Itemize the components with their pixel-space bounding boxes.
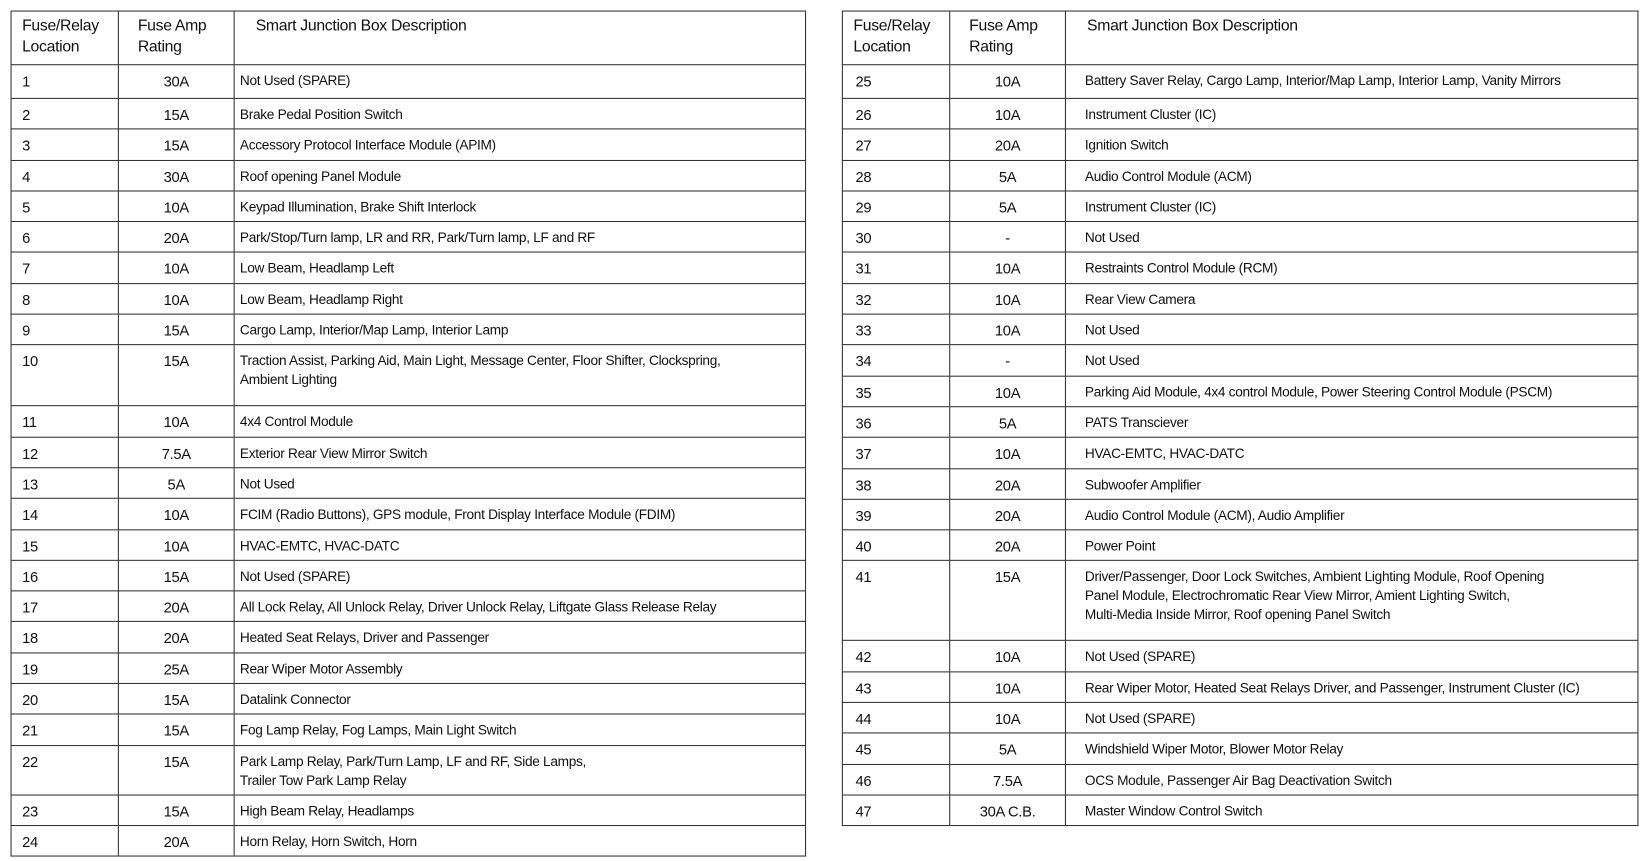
fuse-location: 8 (11, 283, 118, 314)
fuse-location: 40 (842, 530, 949, 561)
header-amp-line2: Rating (137, 37, 182, 56)
fuse-location: 31 (842, 253, 949, 284)
table-row (842, 468, 1638, 499)
fuse-location: 13 (11, 468, 118, 499)
description (234, 283, 805, 314)
table-row (842, 561, 1638, 641)
description-line: PATS Transciever (1084, 414, 1189, 431)
amp-rating: 7.5A (950, 764, 1066, 795)
fuse-location: 23 (11, 795, 118, 826)
table-row (842, 65, 1638, 99)
description-line: Battery Saver Relay, Cargo Lamp, Interior/Map Lamp, Interior Lamp, Vanity Mirrors (1084, 72, 1561, 89)
table-row (842, 191, 1638, 222)
amp-rating: 5A (950, 191, 1066, 222)
description (1065, 733, 1637, 764)
amp-rating: 15A (118, 560, 234, 591)
amp-rating: 10A (950, 98, 1066, 129)
description-line: Ignition Switch (1084, 137, 1169, 153)
table-row (11, 222, 805, 253)
description-line: Not Used (1084, 229, 1140, 246)
description-line: Brake Pedal Position Switch (239, 106, 403, 123)
amp-rating: 5A (950, 407, 1066, 438)
description-line: Not Used (SPARE) (1084, 710, 1196, 727)
description (234, 191, 805, 222)
table-row (842, 438, 1638, 469)
description (234, 622, 805, 653)
amp-rating: 10A (118, 283, 234, 314)
amp-rating: 15A (118, 714, 234, 745)
description (1065, 253, 1637, 284)
header-location-line1: Fuse/Relay (22, 16, 99, 35)
description (1065, 98, 1637, 129)
amp-rating: - (950, 345, 1066, 376)
description-line: Rear Wiper Motor, Heated Seat Relays Driver, and Passenger, Instrument Cluster (IC) (1084, 679, 1580, 696)
fuse-location: 47 (842, 795, 949, 826)
fuse-location: 41 (842, 561, 949, 641)
description (234, 795, 805, 826)
header-amp-line2: Rating (969, 37, 1013, 56)
description-line: Parking Aid Module, 4x4 control Module, Power Steering Control Module (PSCM) (1084, 383, 1553, 400)
fuse-location: 32 (842, 283, 949, 314)
description-line: Low Beam, Headlamp Right (239, 291, 403, 308)
description (234, 468, 805, 499)
fuse-location: 20 (11, 684, 118, 715)
amp-rating: - (950, 222, 1066, 253)
fuse-location: 45 (842, 733, 949, 764)
fuse-location: 11 (11, 406, 118, 437)
description-line: Traction Assist, Parking Aid, Main Light, Message Center, Floor Shifter, Clockspring, (239, 352, 721, 369)
amp-rating: 30A (118, 65, 234, 99)
description (234, 560, 805, 591)
description-line: All Lock Relay, All Unlock Relay, Driver Unlock Relay, Liftgate Glass Release Relay (239, 598, 717, 615)
description (1065, 499, 1637, 530)
description (234, 345, 805, 406)
fuse-location: 21 (11, 714, 118, 745)
fuse-location: 10 (11, 345, 118, 406)
table-row (842, 314, 1638, 345)
fuse-location: 22 (11, 745, 118, 794)
amp-rating: 15A (118, 795, 234, 826)
fuse-location: 5 (11, 191, 118, 222)
fuse-location: 18 (11, 622, 118, 653)
table-row (11, 684, 805, 715)
description (234, 745, 805, 794)
description (234, 406, 805, 437)
table-row (11, 591, 805, 622)
amp-rating: 10A (950, 314, 1066, 345)
table-row (11, 560, 805, 591)
description-line: Not Used (SPARE) (239, 72, 351, 89)
fuse-location: 36 (842, 407, 949, 438)
amp-rating: 25A (118, 653, 234, 684)
table-row (842, 98, 1638, 129)
fuse-location: 12 (11, 437, 118, 468)
description-line: FCIM (Radio Buttons), GPS module, Front Display Interface Module (FDIM) (239, 506, 676, 523)
table-row (11, 406, 805, 437)
table-row (842, 129, 1638, 160)
description (234, 714, 805, 745)
description (1065, 283, 1637, 314)
description (1065, 702, 1637, 733)
table-row (842, 733, 1638, 764)
amp-rating: 20A (118, 825, 234, 856)
description-line: Rear Wiper Motor Assembly (239, 660, 403, 677)
description (234, 825, 805, 856)
description-line: Datalink Connector (239, 691, 351, 708)
table-row (11, 825, 805, 856)
description-line: Trailer Tow Park Lamp Relay (239, 772, 407, 788)
amp-rating: 20A (950, 499, 1066, 530)
description-line: HVAC-EMTC, HVAC-DATC (239, 537, 400, 554)
description-line: Fog Lamp Relay, Fog Lamps, Main Light Switch (239, 722, 517, 739)
description (1065, 191, 1637, 222)
amp-rating: 10A (950, 702, 1066, 733)
description-line: Ambient Lighting (239, 371, 337, 388)
table-row (11, 191, 805, 222)
description (1065, 438, 1637, 469)
fuse-location: 14 (11, 499, 118, 530)
fuse-location: 6 (11, 222, 118, 253)
table-row (11, 437, 805, 468)
description-line: Exterior Rear View Mirror Switch (239, 444, 428, 461)
description-line: Windshield Wiper Motor, Blower Motor Relay (1084, 741, 1344, 757)
fuse-location: 16 (11, 560, 118, 591)
amp-rating: 15A (118, 684, 234, 715)
description-line: Rear View Camera (1084, 291, 1196, 308)
amp-rating: 15A (118, 98, 234, 129)
description-line: Not Used (SPARE) (1084, 648, 1196, 665)
table-row (11, 745, 805, 794)
amp-rating: 15A (950, 561, 1066, 641)
description (1065, 561, 1637, 641)
table-row (842, 764, 1638, 795)
amp-rating: 10A (118, 529, 234, 560)
description (1065, 160, 1637, 191)
table-row (11, 129, 805, 160)
description (234, 98, 805, 129)
fuse-table-right (842, 11, 1639, 827)
description-line: Horn Relay, Horn Switch, Horn (239, 833, 417, 850)
description (1065, 314, 1637, 345)
amp-rating: 10A (118, 499, 234, 530)
fuse-location: 2 (11, 98, 118, 129)
amp-rating: 10A (118, 406, 234, 437)
table-row (11, 345, 805, 406)
description (234, 591, 805, 622)
description (1065, 65, 1637, 99)
fuse-location: 3 (11, 129, 118, 160)
description (234, 529, 805, 560)
description-line: Panel Module, Electrochromatic Rear View Mirror, Amient Lighting Switch, (1084, 587, 1510, 604)
amp-rating: 5A (950, 160, 1066, 191)
fuse-location: 15 (11, 529, 118, 560)
fuse-location: 27 (842, 129, 949, 160)
description-line: Low Beam, Headlamp Left (239, 260, 394, 277)
fuse-location: 19 (11, 653, 118, 684)
description-line: 4x4 Control Module (239, 413, 353, 430)
amp-rating: 20A (118, 222, 234, 253)
description-line: Park/Stop/Turn lamp, LR and RR, Park/Turn lamp, LF and RF (239, 229, 595, 246)
fuse-location: 43 (842, 672, 949, 703)
description-line: Not Used (1084, 352, 1140, 369)
fuse-location: 7 (11, 253, 118, 284)
fuse-location: 39 (842, 499, 949, 530)
fuse-location: 38 (842, 468, 949, 499)
header-row (842, 11, 1638, 65)
header-amp (950, 11, 1066, 65)
amp-rating: 10A (950, 253, 1066, 284)
description (234, 253, 805, 284)
description (234, 129, 805, 160)
table-row (842, 376, 1638, 407)
fuse-location: 29 (842, 191, 949, 222)
fuse-location: 34 (842, 345, 949, 376)
description (1065, 764, 1637, 795)
table-row (11, 98, 805, 129)
description (1065, 376, 1637, 407)
table-row (11, 529, 805, 560)
fuse-location: 28 (842, 160, 949, 191)
description-line: Roof opening Panel Module (239, 167, 401, 184)
table-row (11, 65, 805, 99)
header-location (11, 11, 118, 65)
amp-rating: 20A (950, 468, 1066, 499)
amp-rating: 15A (118, 314, 234, 345)
table-row (11, 622, 805, 653)
description (1065, 530, 1637, 561)
table-row (842, 530, 1638, 561)
description-line: Power Point (1084, 537, 1156, 554)
header-amp-line1: Fuse Amp (137, 16, 207, 35)
header-amp (118, 11, 234, 65)
header-location-line2: Location (853, 37, 911, 56)
table-row (842, 672, 1638, 703)
header-location-line2: Location (22, 37, 80, 56)
table-row (842, 222, 1638, 253)
description (1065, 641, 1637, 672)
table-row (11, 253, 805, 284)
description-line: Multi-Media Inside Mirror, Roof opening Panel Switch (1084, 606, 1391, 623)
description-line: Accessory Protocol Interface Module (APIM) (239, 137, 496, 153)
description-line: Keypad Illumination, Brake Shift Interlock (239, 198, 477, 215)
description (234, 437, 805, 468)
table-row (842, 795, 1638, 826)
header-location (842, 11, 949, 65)
amp-rating: 5A (950, 733, 1066, 764)
amp-rating: 20A (118, 622, 234, 653)
description-line: Restraints Control Module (RCM) (1084, 260, 1278, 277)
table-row (842, 702, 1638, 733)
header-amp-line1: Fuse Amp (969, 16, 1038, 35)
description-line: Driver/Passenger, Door Lock Switches, Ambient Lighting Module, Roof Opening (1084, 568, 1545, 585)
amp-rating: 10A (950, 65, 1066, 99)
header-location-line1: Fuse/Relay (853, 16, 931, 35)
amp-rating: 10A (950, 376, 1066, 407)
description-line: Heated Seat Relays, Driver and Passenger (239, 629, 489, 646)
description-line: Subwoofer Amplifier (1084, 476, 1201, 493)
fuse-location: 25 (842, 65, 949, 99)
table-row (11, 795, 805, 826)
description (1065, 795, 1637, 826)
description (1065, 407, 1637, 438)
table-row (11, 160, 805, 191)
table-row (842, 407, 1638, 438)
amp-rating: 15A (118, 345, 234, 406)
table-row (11, 653, 805, 684)
description (234, 222, 805, 253)
amp-rating: 20A (118, 591, 234, 622)
table-row (11, 283, 805, 314)
table-row (842, 345, 1638, 376)
fuse-location: 1 (11, 65, 118, 99)
table-row (842, 253, 1638, 284)
description-line: HVAC-EMTC, HVAC-DATC (1084, 445, 1245, 462)
table-row (11, 314, 805, 345)
description-line: Cargo Lamp, Interior/Map Lamp, Interior Lamp (239, 322, 509, 338)
description-line: Not Used (SPARE) (239, 568, 351, 584)
fuse-table-left (11, 11, 807, 857)
description (234, 65, 805, 99)
header-description: Smart Junction Box Description (234, 11, 805, 65)
description-line: Not Used (239, 475, 295, 492)
table-row (842, 641, 1638, 672)
fuse-location: 46 (842, 764, 949, 795)
fuse-location: 4 (11, 160, 118, 191)
description-line: High Beam Relay, Headlamps (239, 802, 414, 819)
header-row (11, 11, 805, 65)
description (234, 499, 805, 530)
fuse-location: 44 (842, 702, 949, 733)
description (1065, 345, 1637, 376)
fuse-location: 33 (842, 314, 949, 345)
fuse-location: 26 (842, 98, 949, 129)
amp-rating: 10A (950, 438, 1066, 469)
fuse-location: 37 (842, 438, 949, 469)
description-line: OCS Module, Passenger Air Bag Deactivation Switch (1084, 772, 1392, 788)
description-line: Instrument Cluster (IC) (1084, 106, 1217, 123)
description (234, 653, 805, 684)
table-row (842, 283, 1638, 314)
fuse-location: 24 (11, 825, 118, 856)
description (1065, 672, 1637, 703)
fuse-location: 9 (11, 314, 118, 345)
amp-rating: 15A (118, 129, 234, 160)
table-row (842, 499, 1638, 530)
table-row (11, 499, 805, 530)
amp-rating: 10A (950, 641, 1066, 672)
table-row (11, 468, 805, 499)
fuse-location: 30 (842, 222, 949, 253)
amp-rating: 10A (950, 672, 1066, 703)
amp-rating: 10A (950, 283, 1066, 314)
amp-rating: 10A (118, 191, 234, 222)
description-line: Not Used (1084, 322, 1140, 338)
table-row (842, 160, 1638, 191)
amp-rating: 30A C.B. (950, 795, 1066, 826)
amp-rating: 30A (118, 160, 234, 191)
amp-rating: 5A (118, 468, 234, 499)
description (1065, 222, 1637, 253)
fuse-location: 42 (842, 641, 949, 672)
description-line: Master Window Control Switch (1084, 802, 1263, 819)
description (234, 684, 805, 715)
description-line: Park Lamp Relay, Park/Turn Lamp, LF and RF, Side Lamps, (239, 753, 586, 769)
fuse-location: 35 (842, 376, 949, 407)
description-line: Audio Control Module (ACM), Audio Amplifier (1084, 507, 1345, 523)
amp-rating: 7.5A (118, 437, 234, 468)
amp-rating: 15A (118, 745, 234, 794)
description (234, 160, 805, 191)
description-line: Audio Control Module (ACM) (1084, 167, 1252, 184)
description (1065, 468, 1637, 499)
description-line: Instrument Cluster (IC) (1084, 198, 1217, 215)
amp-rating: 20A (950, 530, 1066, 561)
amp-rating: 20A (950, 129, 1066, 160)
header-description: Smart Junction Box Description (1065, 11, 1637, 65)
description (234, 314, 805, 345)
table-row (11, 714, 805, 745)
description (1065, 129, 1637, 160)
amp-rating: 10A (118, 253, 234, 284)
fuse-location: 17 (11, 591, 118, 622)
